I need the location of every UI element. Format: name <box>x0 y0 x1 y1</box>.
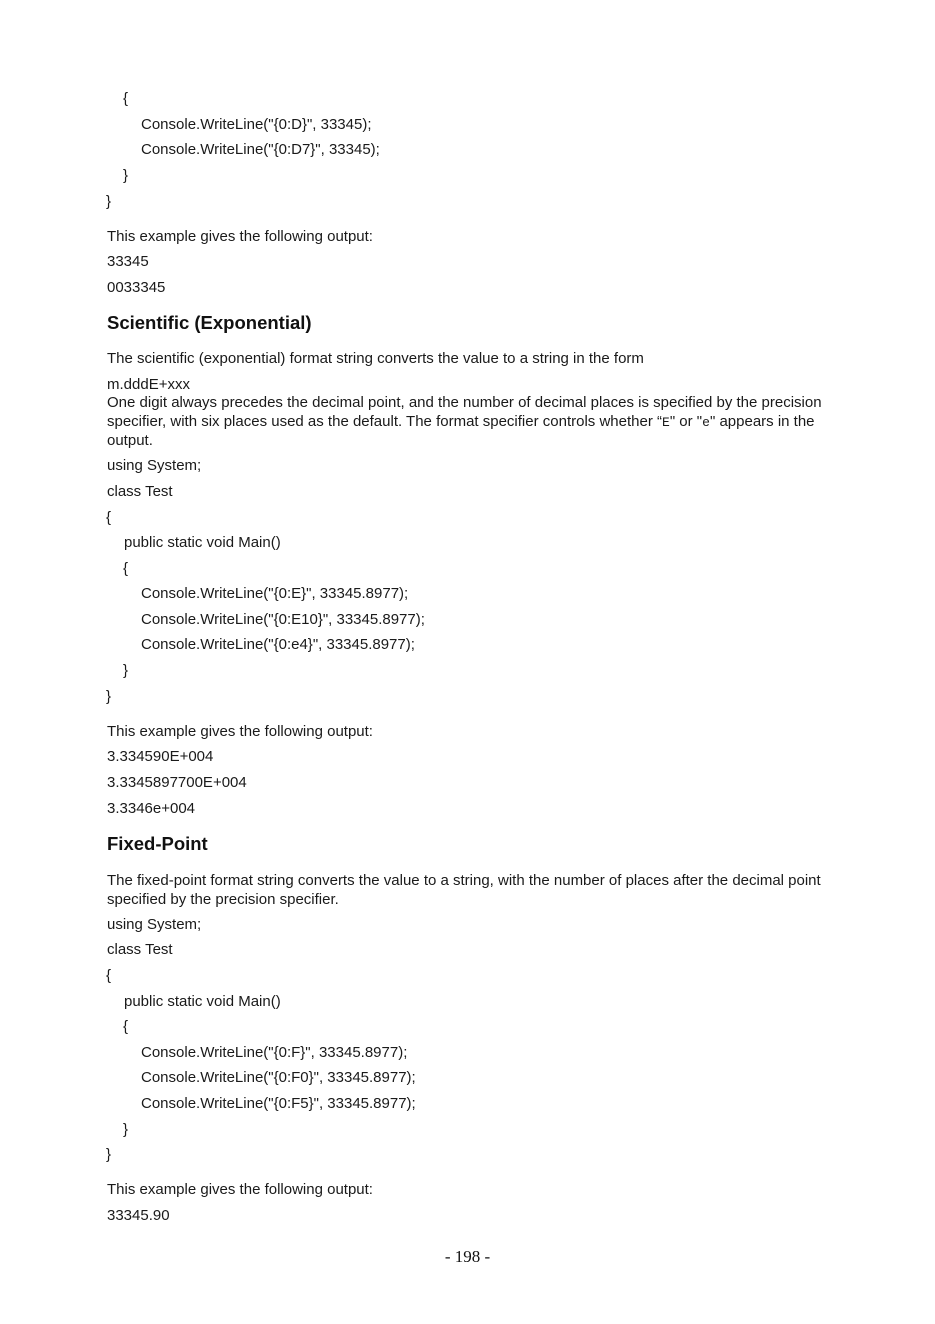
code-line: Console.WriteLine("{0:D}", 33345); <box>141 116 372 133</box>
code-line: } <box>123 1121 129 1138</box>
code-line: } <box>106 1146 112 1163</box>
output-line: 3.334590E+004 <box>107 748 214 765</box>
output-line: 3.3346e+004 <box>107 800 196 817</box>
output-line: 33345.90 <box>107 1207 170 1224</box>
code-line: Console.WriteLine("{0:F}", 33345.8977); <box>141 1044 408 1061</box>
code-line: Console.WriteLine("{0:F0}", 33345.8977); <box>141 1069 416 1086</box>
code-line: class Test <box>107 483 173 500</box>
code-line: Console.WriteLine("{0:E10}", 33345.8977); <box>141 611 425 628</box>
output-intro: This example gives the following output: <box>107 723 373 740</box>
page-number: - 198 - <box>444 1247 491 1266</box>
code-line: public static void Main() <box>124 534 281 551</box>
code-line: class Test <box>107 941 173 958</box>
code-line: } <box>106 688 112 705</box>
code-line: } <box>123 167 129 184</box>
code-line: { <box>123 1018 129 1035</box>
code-line: Console.WriteLine("{0:E}", 33345.8977); <box>141 585 409 602</box>
output-intro: This example gives the following output: <box>107 1181 373 1198</box>
code-line: Console.WriteLine("{0:F5}", 33345.8977); <box>141 1095 416 1112</box>
output-line: 33345 <box>107 253 149 270</box>
fixed-description: The fixed-point format string converts the value to a string, with the number of places after the decimal point specified by the precision specifier. <box>107 872 821 908</box>
code-line: { <box>106 509 112 526</box>
output-line: 3.3345897700E+004 <box>107 774 247 791</box>
scientific-form: m.dddE+xxx <box>107 376 190 393</box>
code-line: using System; <box>107 916 202 933</box>
code-line: using System; <box>107 457 202 474</box>
output-line: 0033345 <box>107 279 166 296</box>
code-line: Console.WriteLine("{0:D7}", 33345); <box>141 141 380 158</box>
code-line: { <box>106 967 112 984</box>
scientific-description: One digit always precedes the decimal point, and the number of decimal places is specified by the precision specifier, with six places used as the default. The format specifier controls whether “E" or "e" appears in the output. <box>107 394 822 449</box>
section-heading-fixed-point: Fixed-Point <box>107 833 208 854</box>
code-line: } <box>123 662 129 679</box>
section-heading-scientific: Scientific (Exponential) <box>107 312 312 333</box>
output-intro: This example gives the following output: <box>107 228 373 245</box>
code-line: { <box>123 90 129 107</box>
code-line: Console.WriteLine("{0:e4}", 33345.8977); <box>141 636 415 653</box>
scientific-intro: The scientific (exponential) format string converts the value to a string in the form <box>107 350 644 367</box>
code-line: { <box>123 560 129 577</box>
code-line: public static void Main() <box>124 993 281 1010</box>
code-line: } <box>106 193 112 210</box>
